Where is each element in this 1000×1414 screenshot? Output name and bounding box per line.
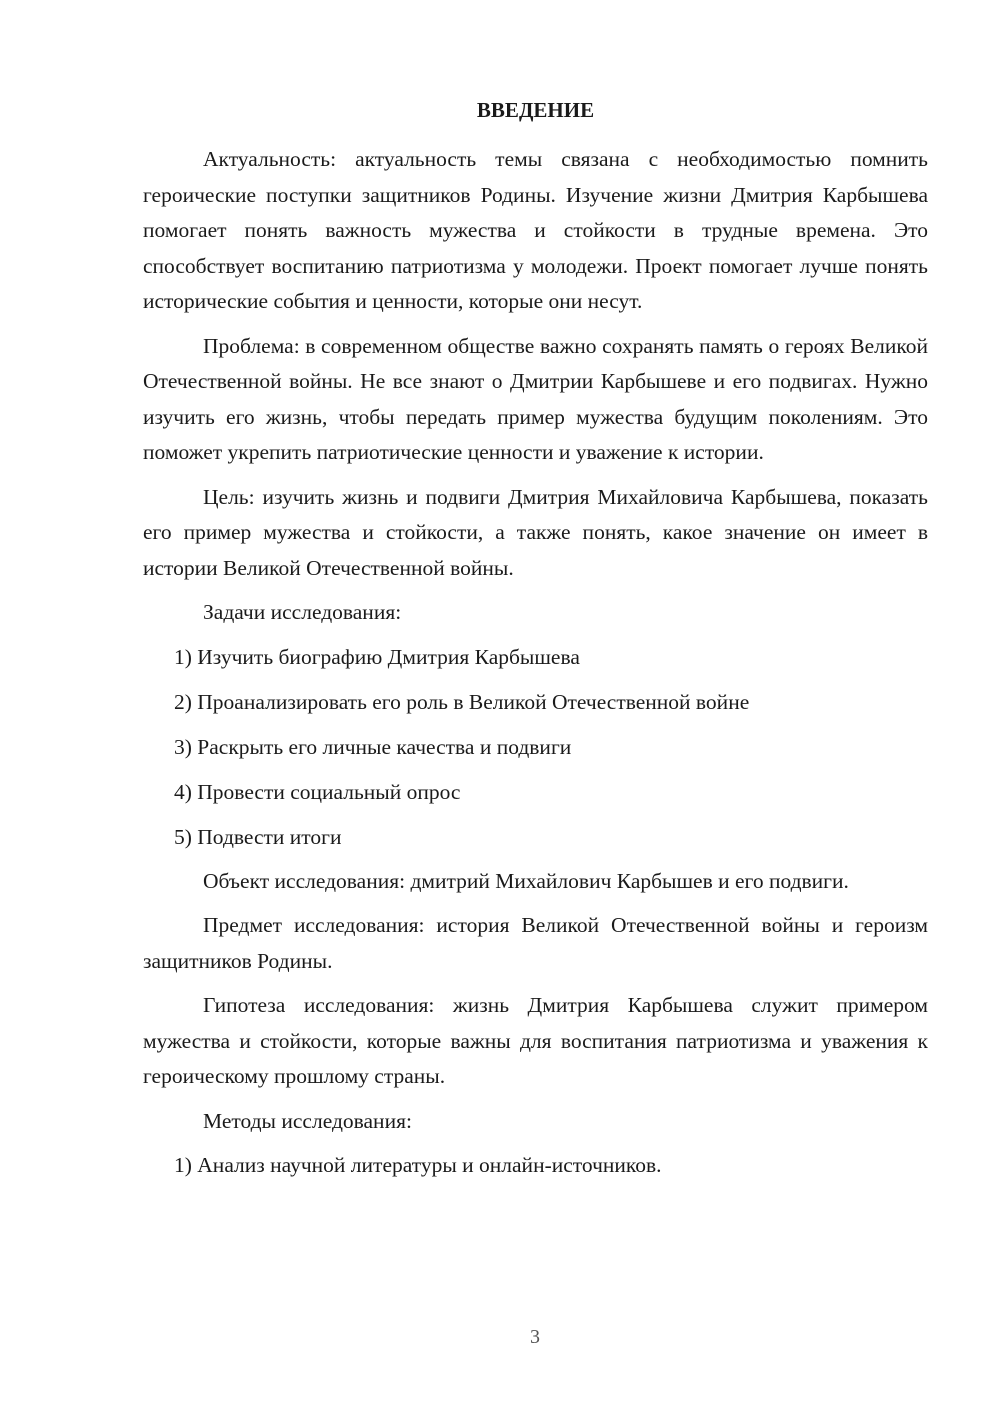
methods-list bbox=[143, 1147, 928, 1183]
subject-paragraph: Предмет исследования: история Великой Отечественной войны и героизм защитников Родины. bbox=[143, 913, 928, 973]
relevance-paragraph: Актуальность: актуальность темы связана с необходимостью помнить героические поступки защитников Родины. Изучение жизни Дмитрия Карбышева помогает понять важность мужества и стойкости в трудные времена. Это способствует воспитанию патриотизма у молодежи. Проект помогает лучше понять исторические события и ценности, которые они несут. bbox=[143, 147, 928, 313]
list-item: 4) Провести социальный опрос bbox=[174, 779, 461, 804]
list-item: 1) Анализ научной литературы и онлайн-источников. bbox=[174, 1153, 662, 1177]
goal-paragraph: Цель: изучить жизнь и подвиги Дмитрия Михайловича Карбышева, показать его пример мужества и стойкости, а также понять, какое значение он имеет в истории Великой Отечественной войны. bbox=[143, 484, 928, 580]
page-title: ВВЕДЕНИЕ bbox=[476, 98, 595, 122]
tasks-heading: Задачи исследования: bbox=[203, 600, 402, 624]
methods-heading: Методы исследования: bbox=[203, 1108, 412, 1133]
problem-paragraph: Проблема: в современном обществе важно сохранять память о героях Великой Отечественной войны. Не все знают о Дмитрии Карбышеве и его подвигах. Нужно изучить его жизнь, чтобы передать пример мужества будущим поколениям. Это поможет укрепить патриотические ценности и уважение к истории. bbox=[143, 333, 928, 464]
list-item: 5) Подвести итоги bbox=[174, 824, 342, 849]
hypothesis-paragraph: Гипотеза исследования: жизнь Дмитрия Карбышева служит примером мужества и стойкости, которые важны для воспитания патриотизма и уважения к героическому прошлому страны. bbox=[143, 993, 928, 1088]
document-page bbox=[143, 92, 928, 1192]
list-item: 1) Изучить биографию Дмитрия Карбышева bbox=[174, 644, 580, 669]
page-number: 3 bbox=[530, 1326, 540, 1348]
list-item: 3) Раскрыть его личные качества и подвиги bbox=[174, 734, 572, 759]
object-paragraph: Объект исследования: дмитрий Михайлович Карбышев и его подвиги. bbox=[203, 868, 849, 893]
tasks-list bbox=[143, 639, 928, 855]
list-item: 2) Проанализировать его роль в Великой Отечественной войне bbox=[174, 689, 750, 714]
